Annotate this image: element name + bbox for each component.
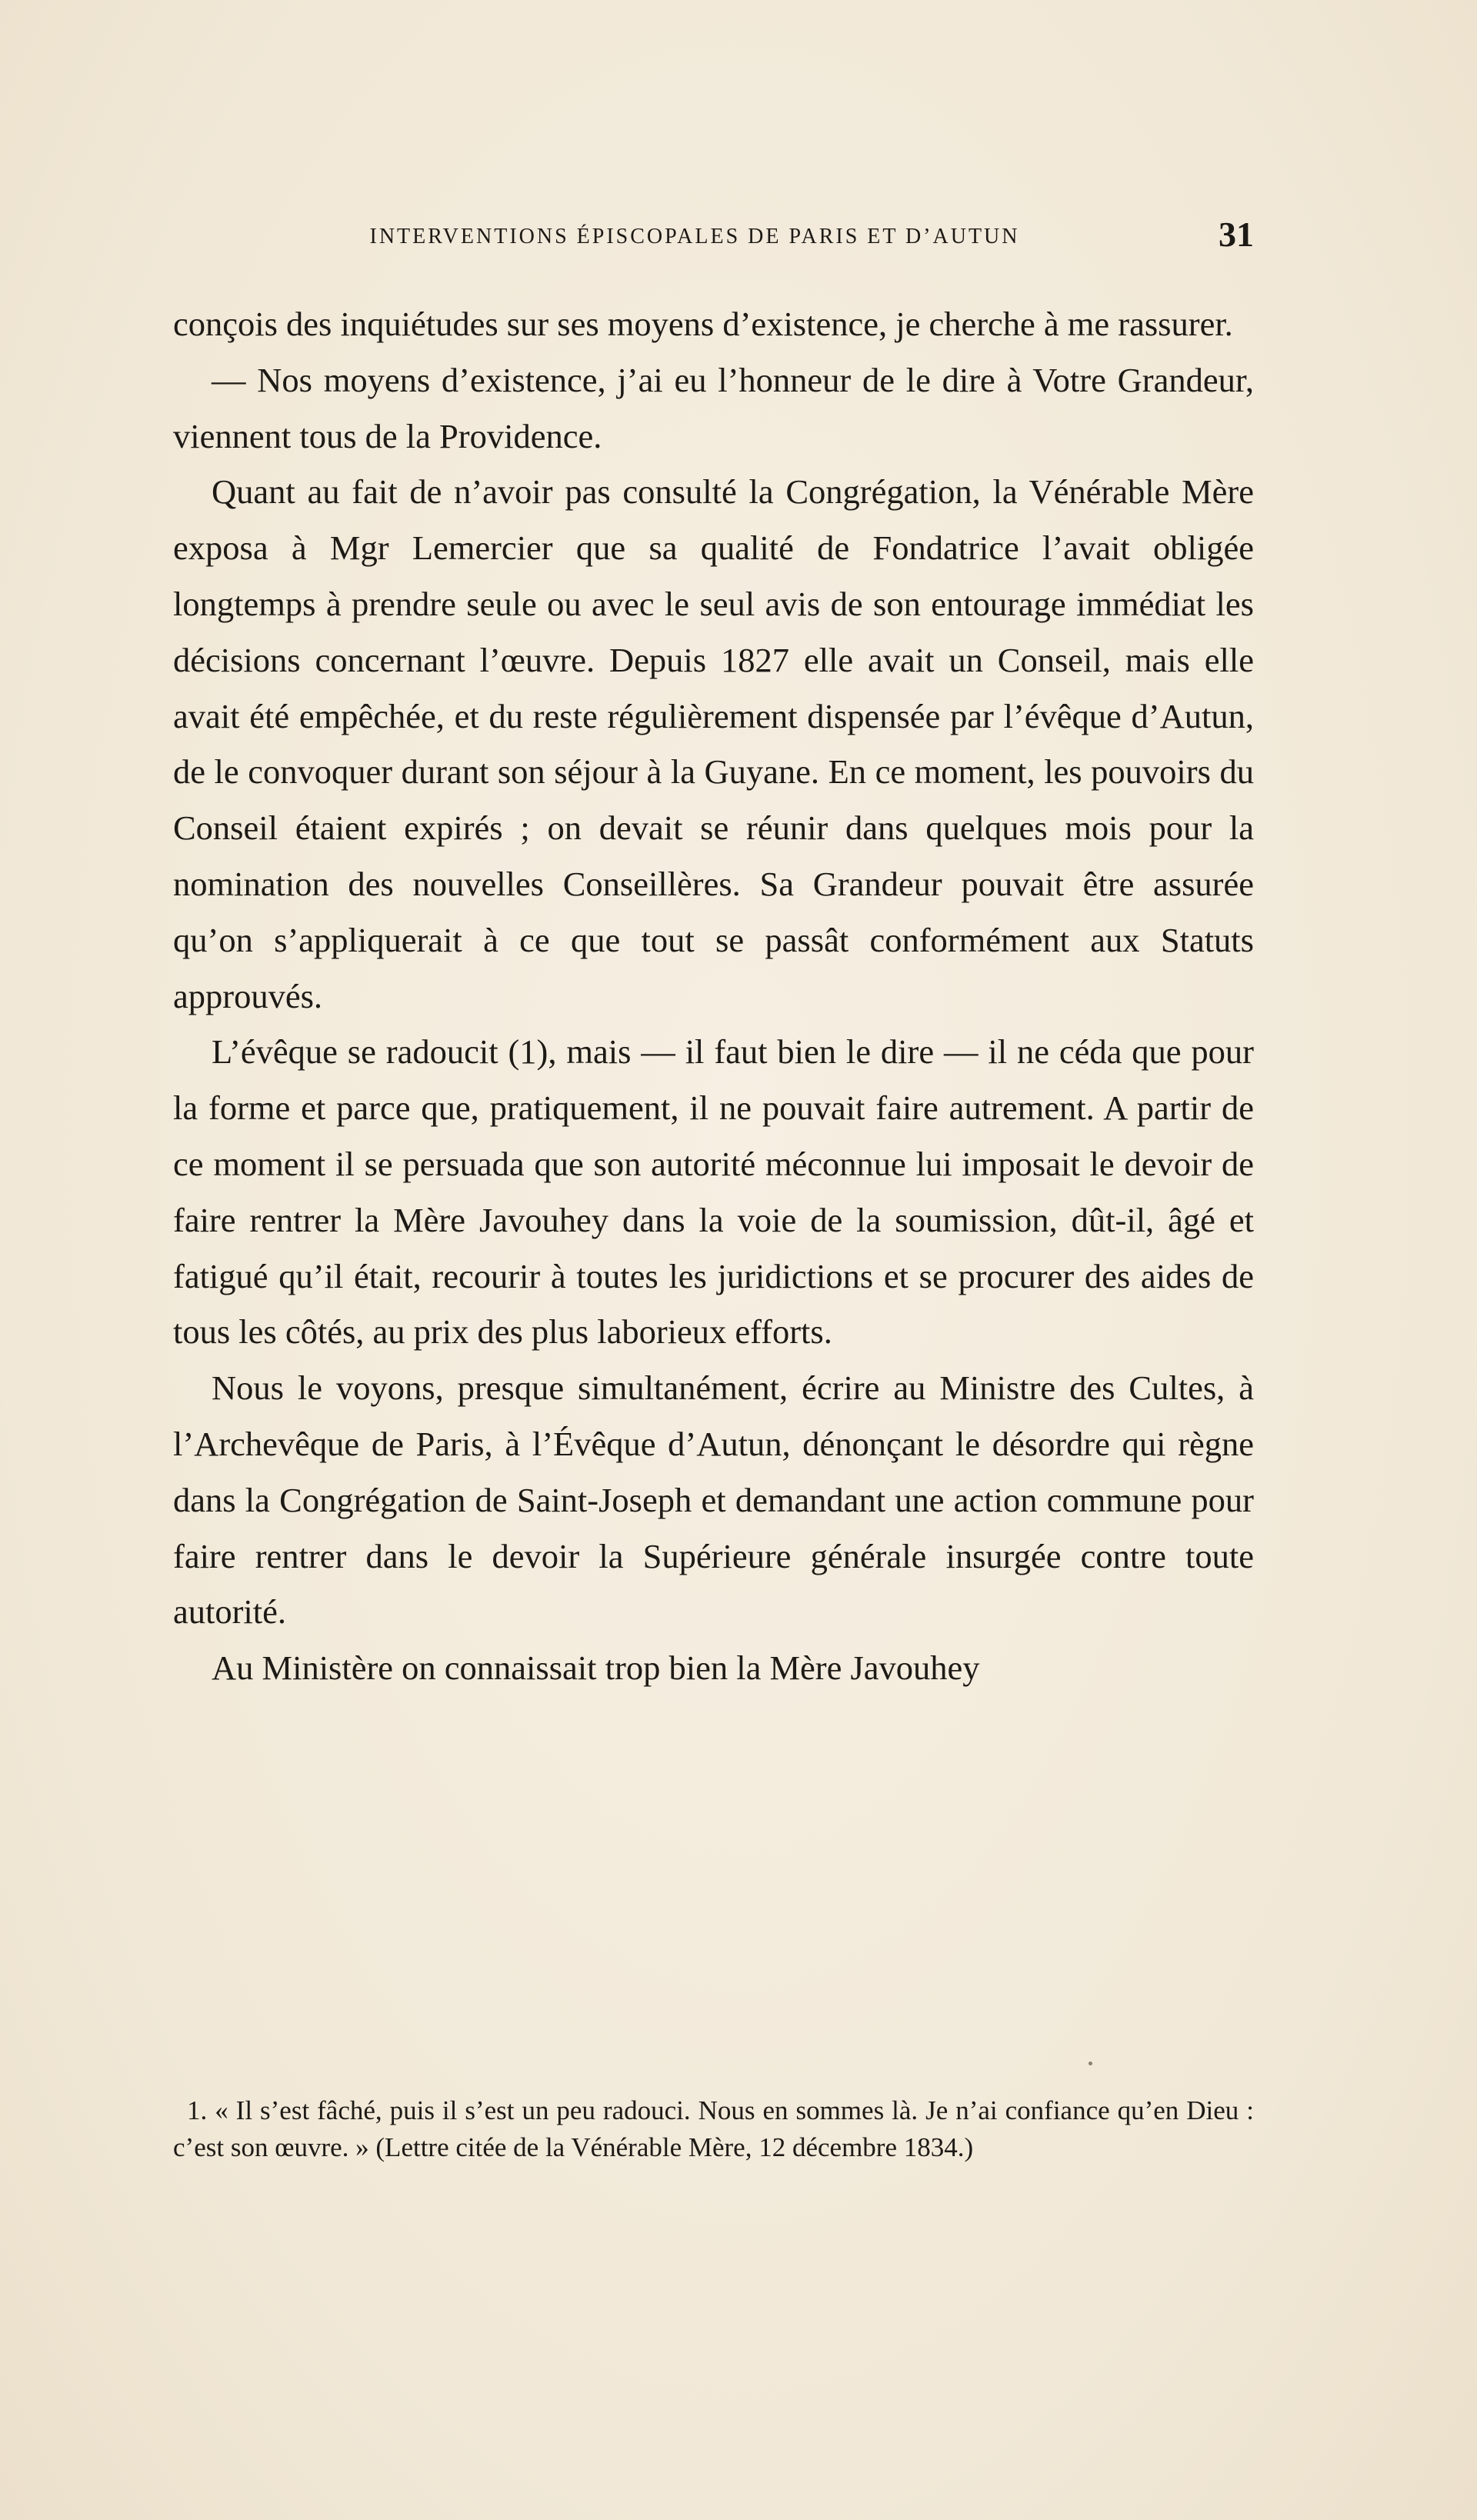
running-head bbox=[175, 214, 1254, 260]
footnote-1: 1. « Il s’est fâché, puis il s’est un peu radouci. Nous en sommes là. Je n’ai confiance qu’en Dieu : c’est son œuvre. » (Lettre citée de la Vénérable Mère, 12 décembre 1834.) bbox=[173, 2095, 1254, 2162]
paragraph-letters: Nous le voyons, presque simultanément, écrire au Ministre des Cultes, à l’Archevêque de Paris, à l’Évêque d’Autun, dénonçant le désordre qui règne dans la Congrégation de Saint-Joseph et demandant une action commune pour faire rentrer dans le devoir la Supérieure générale insurgée contre toute autorité. bbox=[173, 1368, 1254, 1632]
running-title: INTERVENTIONS ÉPISCOPALES DE PARIS ET D’AUTUN bbox=[369, 225, 1020, 248]
paragraph-ministry: Au Ministère on connaissait trop bien la Mère Javouhey bbox=[212, 1648, 980, 1688]
paragraph-congregation: Quant au fait de n’avoir pas consulté la Congrégation, la Vénérable Mère exposa à Mgr Lemercier que sa qualité de Fondatrice l’avait obligée longtemps à prendre seule ou avec le seul avis de son entourage immédiat les décisions concernant l’œuvre. Depuis 1827 elle avait un Conseil, mais elle avait été empêchée, et du reste régulièrement dispensée par l’évêque d’Autun, de le convoquer durant son séjour à la Guyane. En ce moment, les pouvoirs du Conseil étaient expirés ; on devait se réunir dans quelques mois pour la nomination des nouvelles Conseillères. Sa Grandeur pouvait être assurée qu’on s’appliquerait à ce que tout se passât conformément aux Statuts approuvés. bbox=[173, 472, 1254, 1015]
paragraph-bishop: L’évêque se radoucit (1), mais — il faut bien le dire — il ne céda que pour la forme et parce que, pratiquement, il ne pouvait faire autrement. A partir de ce moment il se persuada que son autorité méconnue lui imposait le devoir de faire rentrer la Mère Javouhey dans la voie de la soumission, dût-il, âgé et fatigué qu’il était, recourir à toutes les juridictions et se procurer des aides de tous les côtés, au prix des plus laborieux efforts. bbox=[173, 1032, 1254, 1352]
paragraph-reply: — Nos moyens d’existence, j’ai eu l’honneur de le dire à Votre Grandeur, viennent tous de la Providence. bbox=[173, 360, 1254, 455]
footnotes bbox=[173, 2092, 1254, 2166]
body-text bbox=[173, 296, 1254, 1696]
paper-speck bbox=[1089, 2062, 1092, 2065]
paragraph-continued: conçois des inquiétudes sur ses moyens d’existence, je cherche à me rassurer. bbox=[173, 305, 1233, 343]
page-number: 31 bbox=[1219, 215, 1254, 254]
